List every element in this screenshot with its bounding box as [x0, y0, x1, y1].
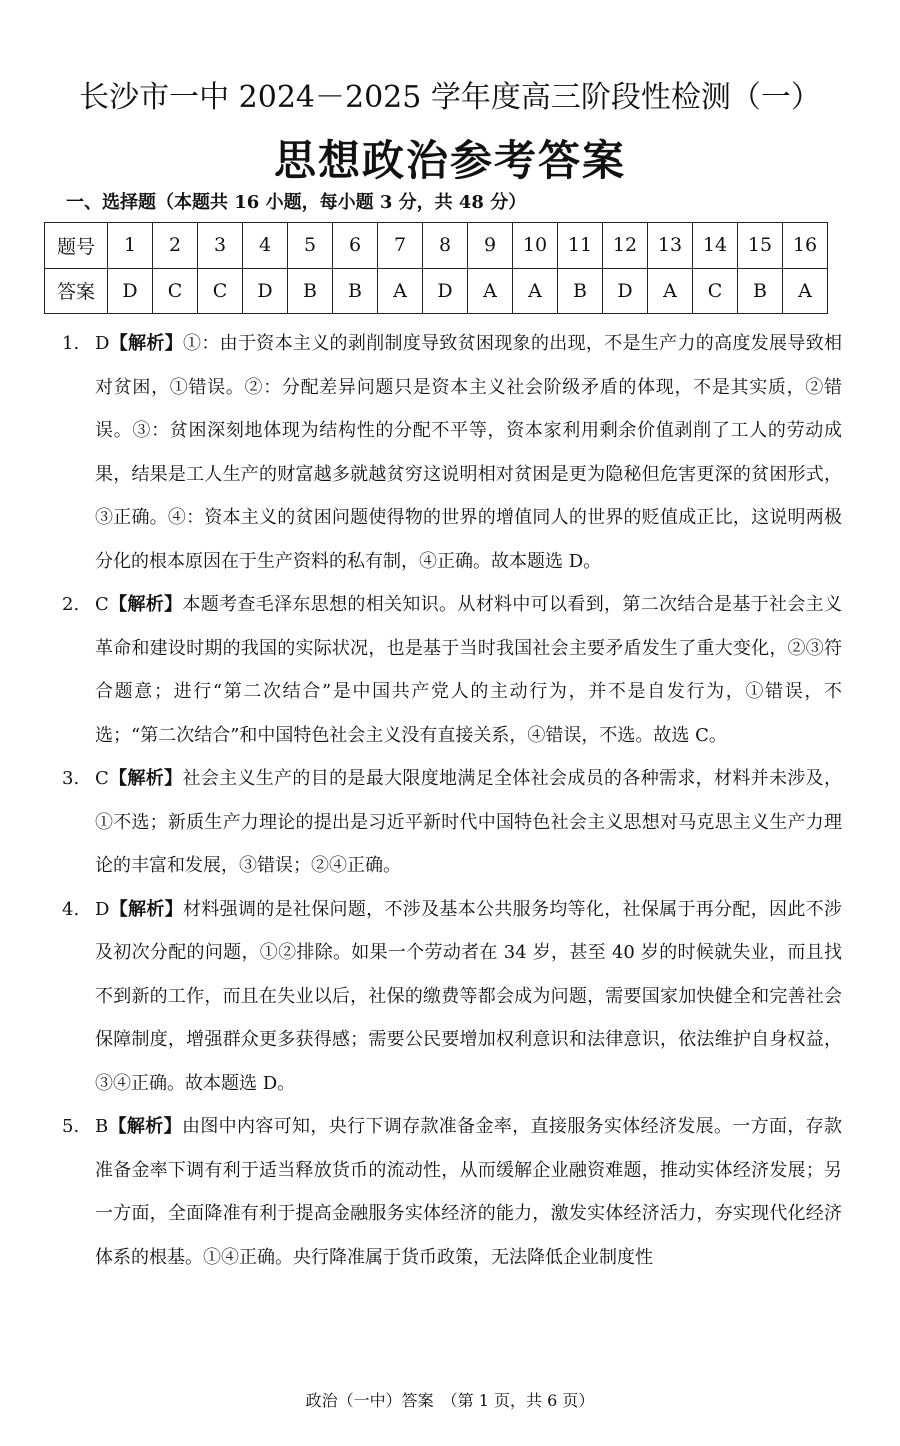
question-number: 3 — [198, 223, 243, 269]
analysis-tag: 【解析】 — [108, 768, 183, 789]
explanation-item — [62, 322, 842, 583]
answer-cell: D — [108, 268, 153, 314]
question-number: 5 — [288, 223, 333, 269]
analysis-tag: 【解析】 — [109, 898, 184, 920]
answer-cell: A — [378, 268, 423, 314]
explanation-number: 3. — [62, 768, 80, 789]
question-number: 10 — [513, 223, 558, 269]
explanation-text: 本题考查毛泽东思想的相关知识。从材料中可以看到，第二次结合是基于社会主义革命和建设时期的我国的实际状况，也是基于当时我国社会主要矛盾发生了重大变化，②③符合题意；进行“第二次结合”是中国共产党人的主动行为，并不是自发行为，①错误，不选；“第二次结合”和中国特色社会主义没有直接关系，④错误，不选。故选 C。 — [95, 594, 843, 746]
explanation-number: 5. — [62, 1116, 80, 1137]
answer-table-answer-row — [45, 268, 828, 314]
explanation-number: 4. — [62, 898, 80, 920]
analysis-tag: 【解析】 — [108, 594, 183, 615]
answer-cell: B — [558, 268, 603, 314]
explanation-item — [62, 1105, 842, 1279]
question-number: 2 — [153, 223, 198, 269]
document-subtitle: 思想政治参考答案 — [273, 136, 626, 185]
table-header-number: 题号 — [45, 223, 108, 269]
analysis-tag: 【解析】 — [109, 333, 184, 354]
analysis-tag: 【解析】 — [108, 1116, 182, 1137]
explanation-number: 1. — [62, 333, 80, 354]
table-header-answer: 答案 — [45, 268, 108, 314]
explanation-text: ①：由于资本主义的剥削制度导致贫困现象的出现，不是生产力的高度发展导致相对贫困，①错误。②：分配差异问题只是资本主义社会阶级矛盾的体现，不是其实质，②错误。③：贫困深刻地体现为结构性的分配不平等，资本家利用剩余价值剥削了工人的劳动成果，结果是工人生产的财富越多就越贫穷这说明相对贫困是更为隐秘但危害更深的贫困形式，③正确。④：资本主义的贫困问题使得物的世界的增值同人的世界的贬值成正比，这说明两极分化的根本原因在于生产资料的私有制，④正确。故本题选 D。 — [95, 333, 843, 572]
answer-cell: A — [648, 268, 693, 314]
answer-cell: D — [243, 268, 288, 314]
explanation-item — [62, 583, 842, 757]
explanation-answer: B — [95, 1116, 109, 1137]
explanation-list — [62, 322, 842, 1279]
answer-cell: D — [423, 268, 468, 314]
question-number: 1 — [108, 223, 153, 269]
answer-cell: D — [603, 268, 648, 314]
question-number: 14 — [693, 223, 738, 269]
explanation-text: 社会主义生产的目的是最大限度地满足全体社会成员的各种需求，材料并未涉及，①不选；新质生产力理论的提出是习近平新时代中国特色社会主义思想对马克思主义生产力理论的丰富和发展，③错误；②④正确。 — [95, 768, 843, 876]
answer-cell: B — [333, 268, 378, 314]
explanation-item — [62, 757, 842, 888]
question-number: 8 — [423, 223, 468, 269]
answer-table — [44, 222, 828, 314]
question-number: 13 — [648, 223, 693, 269]
section-heading: 一、选择题（本题共 16 小题，每小题 3 分，共 48 分） — [66, 192, 527, 213]
explanation-answer: D — [95, 898, 110, 920]
explanation-answer: C — [95, 594, 109, 615]
answer-cell: C — [693, 268, 738, 314]
question-number: 15 — [738, 223, 783, 269]
answer-cell: C — [198, 268, 243, 314]
answer-cell: A — [468, 268, 513, 314]
explanation-item — [62, 888, 842, 1106]
answer-cell: C — [153, 268, 198, 314]
explanation-answer: D — [95, 333, 110, 354]
question-number: 7 — [378, 223, 423, 269]
document-title: 长沙市一中 2024－2025 学年度高三阶段性检测（一） — [79, 80, 821, 115]
explanation-text: 材料强调的是社保问题，不涉及基本公共服务均等化，社保属于再分配，因此不涉及初次分配的问题，①②排除。如果一个劳动者在 34 岁，甚至 40 岁的时候就失业，而且找不到新的工作，而且在失业以后，社保的缴费等都会成为问题，需要国家加快健全和完善社会保障制度，增强群众更多获得感；需要公民要增加权利意识和法律意识，依法维护自身权益，③④正确。故本题选 D。 — [95, 898, 843, 1094]
answer-cell: B — [288, 268, 333, 314]
explanation-text: 由图中内容可知，央行下调存款准备金率，直接服务实体经济发展。一方面，存款准备金率下调有利于适当释放货币的流动性，从而缓解企业融资难题，推动实体经济发展；另一方面，全面降准有利于提高金融服务实体经济的能力，激发实体经济活力，夯实现代化经济体系的根基。①④正确。央行降准属于货币政策，无法降低企业制度性 — [95, 1116, 843, 1268]
explanation-answer: C — [95, 768, 109, 789]
question-number: 16 — [783, 223, 828, 269]
page-footer: 政治（一中）答案 （第 1 页，共 6 页） — [305, 1391, 595, 1410]
answer-table-number-row — [45, 223, 828, 269]
question-number: 4 — [243, 223, 288, 269]
question-number: 12 — [603, 223, 648, 269]
question-number: 11 — [558, 223, 603, 269]
explanation-number: 2. — [62, 594, 80, 615]
question-number: 6 — [333, 223, 378, 269]
question-number: 9 — [468, 223, 513, 269]
answer-cell: A — [783, 268, 828, 314]
answer-cell: B — [738, 268, 783, 314]
answer-cell: A — [513, 268, 558, 314]
